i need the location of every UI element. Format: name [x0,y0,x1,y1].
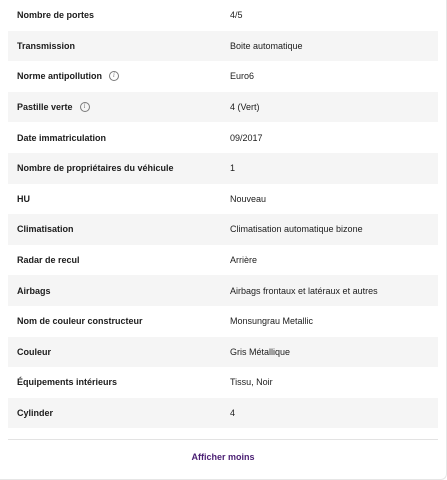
spec-row [8,122,438,153]
specs-table [8,0,438,428]
spec-value: 09/2017 [230,132,263,143]
spec-row [8,275,438,306]
spec-label [8,71,230,81]
spec-label [8,408,230,418]
spec-row [8,92,438,123]
spec-label-text: Norme antipollution [17,71,102,82]
spec-label [8,316,230,326]
spec-label-text: Pastille verte [17,102,73,113]
spec-label [8,163,230,173]
spec-label [8,194,230,204]
spec-label-text: Airbags [17,285,51,296]
spec-row [8,367,438,398]
spec-label [8,41,230,51]
spec-value: 1 [230,163,236,174]
info-icon[interactable]: i [109,71,119,81]
spec-value: Monsungrau Metallic [230,316,314,327]
spec-label-text: Radar de recul [17,255,80,266]
spec-row [8,153,438,184]
spec-value: Arrière [230,255,258,266]
spec-label [8,133,230,143]
spec-label-text: Transmission [17,40,76,51]
spec-label-text: Nombre de portes [17,10,95,21]
info-icon[interactable]: i [80,102,90,112]
spec-row [8,306,438,337]
spec-value: Euro6 [230,71,255,82]
spec-value: Gris Métallique [230,346,291,357]
spec-label [8,286,230,296]
spec-row [8,0,438,31]
spec-row [8,31,438,62]
spec-row [8,214,438,245]
spec-label [8,10,230,20]
spec-value: 4 (Vert) [230,102,260,113]
divider [8,439,438,440]
spec-value: Nouveau [230,193,267,204]
spec-label [8,102,230,112]
spec-label [8,377,230,387]
spec-label-text: HU [17,193,30,204]
spec-value: Airbags frontaux et latéraux et autres [230,285,378,296]
spec-value: Tissu, Noir [230,377,273,388]
spec-label-text: Équipements intérieurs [17,377,118,388]
spec-label-text: Climatisation [17,224,74,235]
spec-value: Boite automatique [230,40,303,51]
spec-row [8,61,438,92]
spec-label [8,224,230,234]
spec-value: Climatisation automatique bizone [230,224,363,235]
spec-label-text: Cylinder [17,408,54,419]
spec-row [8,398,438,429]
spec-label [8,255,230,265]
spec-label-text: Nom de couleur constructeur [17,316,143,327]
spec-label [8,347,230,357]
spec-label-text: Date immatriculation [17,132,107,143]
spec-row [8,337,438,368]
spec-row [8,245,438,276]
spec-value: 4/5 [230,10,243,21]
show-less-button[interactable]: Afficher moins [191,452,255,462]
spec-row [8,184,438,215]
spec-label-text: Couleur [17,346,52,357]
spec-label-text: Nombre de propriétaires du véhicule [17,163,174,174]
spec-value: 4 [230,408,236,419]
